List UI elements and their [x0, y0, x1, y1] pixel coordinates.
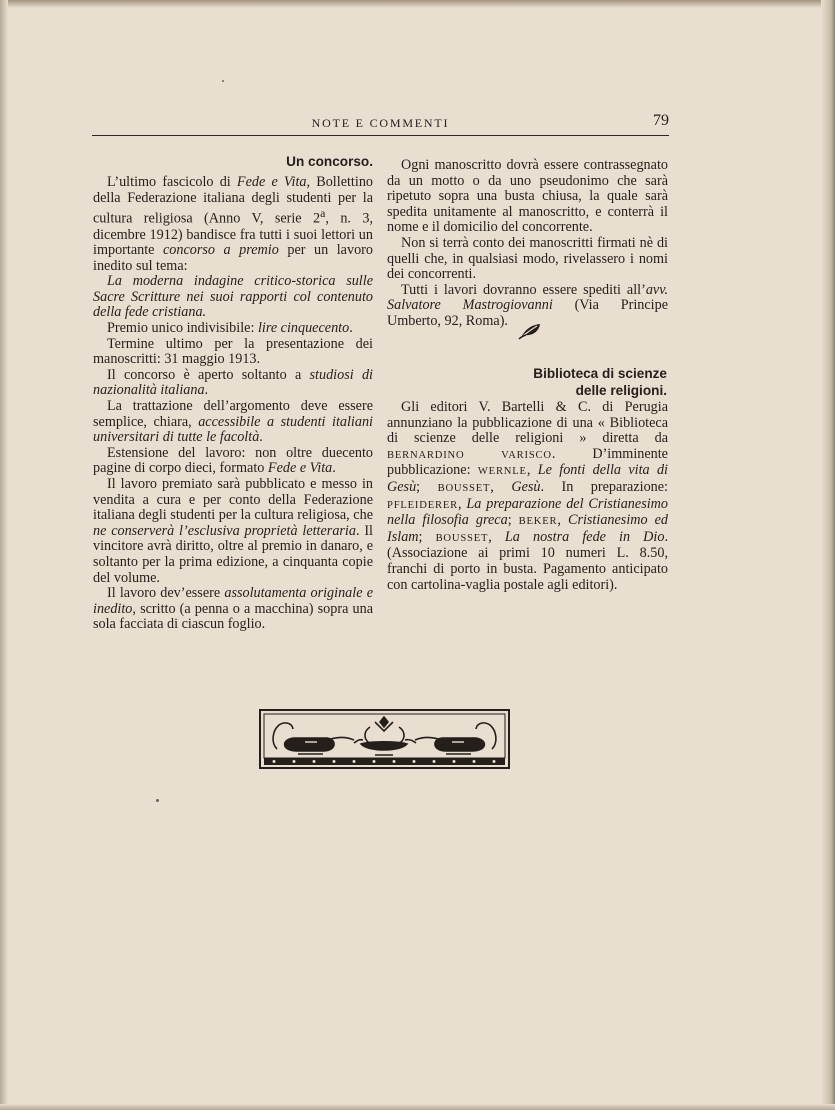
text-run-italic: Gesù	[511, 478, 541, 495]
text-run-italic: ne conserverà l’esclusiva proprietà letteraria	[93, 522, 356, 539]
text-run: Premio unico indivisibile:	[107, 320, 258, 337]
text-run-italic: Fede e Vita	[236, 174, 307, 190]
text-run-smallcaps: BERNARDINO VARISCO	[387, 449, 552, 461]
paragraph	[93, 321, 373, 337]
text-run: .	[332, 460, 336, 477]
text-run-italic: Cristianesimo ed Islam	[387, 512, 669, 545]
text-run-smallcaps: BOUSSET	[437, 482, 491, 494]
page-edge-left	[0, 0, 8, 1110]
text-run: ,	[457, 495, 467, 512]
text-run: , scritto (a penna o a macchina) sopra una sola facciata di ciascun foglio.	[93, 600, 373, 633]
text-run: ,	[557, 512, 568, 529]
running-head	[92, 113, 669, 136]
leaf-ornament-icon	[518, 322, 542, 340]
paragraph	[93, 175, 373, 274]
page-edge-bottom	[0, 1104, 835, 1110]
text-run: . In preparazione:	[540, 478, 669, 495]
paper-speck	[222, 80, 224, 82]
text-run: . (Associazione ai primi 10 numeri L. 8.50, franchi di porto in busta. Pagamento anticipato con cartolina-vaglia postale agli editori).	[387, 528, 668, 593]
text-run: ,	[488, 528, 505, 545]
text-run: , n. 3, dicembre 1912) bandisce fra tutti i suoi lettori un importante	[93, 210, 373, 259]
section-title-concorso: Un concorso.	[286, 154, 373, 169]
text-run-smallcaps: BOUSSET	[435, 532, 489, 544]
page-edge-right	[821, 0, 835, 1110]
superscript: a	[320, 206, 326, 221]
paragraph	[93, 368, 373, 399]
paragraph	[93, 586, 373, 633]
text-run-italic: Le fonti della vita di Gesù	[387, 462, 668, 495]
text-run: ;	[507, 512, 519, 529]
right-column-lower	[387, 400, 668, 593]
text-run: ;	[418, 528, 436, 545]
right-column-upper	[387, 158, 668, 330]
paragraph	[387, 400, 668, 593]
text-run: Gli editori V. Bartelli & C. di Perugia annunziano la pubblicazione di una « Biblioteca di scienze delle religioni » diretta da	[387, 399, 668, 447]
paragraph	[93, 477, 373, 586]
text-run-italic: concorso a premio	[163, 242, 279, 259]
text-run: per un lavoro inedito sul tema:	[93, 242, 373, 274]
text-run: (Via Principe Umberto, 92, Roma).	[387, 297, 668, 329]
paragraph: Ogni manoscritto dovrà essere contrassegnato da un motto o da uno pseudonimo che sarà ripetuto sopra una busta chiusa, la quale sarà spedita unitamente al manoscritto, e conterrà il nome e il domicilio del concorrente.	[387, 157, 668, 236]
text-run: Tutti i lavori dovranno essere spediti all’	[401, 281, 646, 298]
text-run: Il concorso è aperto soltanto a	[107, 366, 310, 383]
text-run: L’ultimo fascicolo di	[107, 174, 237, 190]
text-run-italic: accessibile a studenti italiani universitari di tutte le facoltà	[93, 413, 373, 446]
paragraph: Termine ultimo per la presentazione dei manoscritti: 31 maggio 1913.	[93, 335, 373, 368]
text-run-smallcaps: BEKER	[518, 516, 558, 528]
paper-speck	[156, 799, 159, 802]
text-run: Il lavoro dev’essere	[107, 585, 225, 602]
text-run: ,	[526, 462, 538, 479]
text-run: ;	[416, 478, 438, 495]
section-title-biblioteca: Biblioteca di scienze delle religioni.	[533, 366, 667, 398]
text-run-italic: La preparazione del Cristianesimo nella filosofia greca	[387, 495, 669, 529]
text-run-smallcaps: WERNLE	[477, 466, 527, 478]
oil-lamps-tailpiece-icon	[259, 709, 510, 769]
text-run-italic: studiosi di nazionalità italiana	[93, 366, 373, 399]
page-edge-top	[0, 0, 835, 8]
running-title: NOTE E COMMENTI	[311, 116, 450, 130]
text-run-italic: La nostra fede in Dio	[504, 528, 665, 545]
left-column	[93, 153, 373, 633]
text-run-smallcaps: PFLEIDERER	[387, 499, 458, 511]
paragraph: Non si terrà conto dei manoscritti firmati nè di quelli che, in qualsiasi modo, rivelassero i nomi dei concorrenti.	[387, 234, 668, 283]
text-run-italic: Fede e Vita	[267, 460, 333, 477]
paragraph	[93, 446, 373, 477]
text-run: .	[204, 382, 209, 399]
text-run: .	[349, 320, 353, 337]
text-run: , Bollettino della Federazione italiana degli studenti per la cultura religiosa (Anno V, serie 2	[93, 174, 374, 227]
text-run-italic: lire cinquecento	[257, 320, 350, 337]
text-run: . Il vincitore avrà diritto, oltre al premio in danaro, e soltanto per la prima edizione, a cinquanta copie del volume.	[93, 522, 374, 586]
text-run: . D’imminente pubblicazione:	[387, 445, 668, 479]
text-run: Estensione del lavoro: non oltre duecento pagine di corpo dieci, formato	[93, 444, 373, 477]
text-run-italic: assolutamenta originale e inedito	[93, 585, 374, 617]
page-number: 79	[653, 112, 669, 129]
text-run: La trattazione dell’argomento deve essere semplice, chiara,	[93, 398, 373, 430]
text-run: .	[259, 429, 263, 446]
paragraph: La moderna indagine critico-storica sulle Sacre Scritture nei suoi rapporti col contenuto della fede cristiana.	[93, 273, 373, 321]
paragraph	[93, 399, 373, 446]
text-run-italic: avv. Salvatore Mastrogiovanni	[387, 281, 668, 314]
text-run: Il lavoro premiato sarà pubblicato e messo in vendita a cura e per conto della Federazione italiana degli studenti per la cultura religiosa, che	[93, 476, 373, 524]
text-run: ,	[490, 478, 512, 495]
